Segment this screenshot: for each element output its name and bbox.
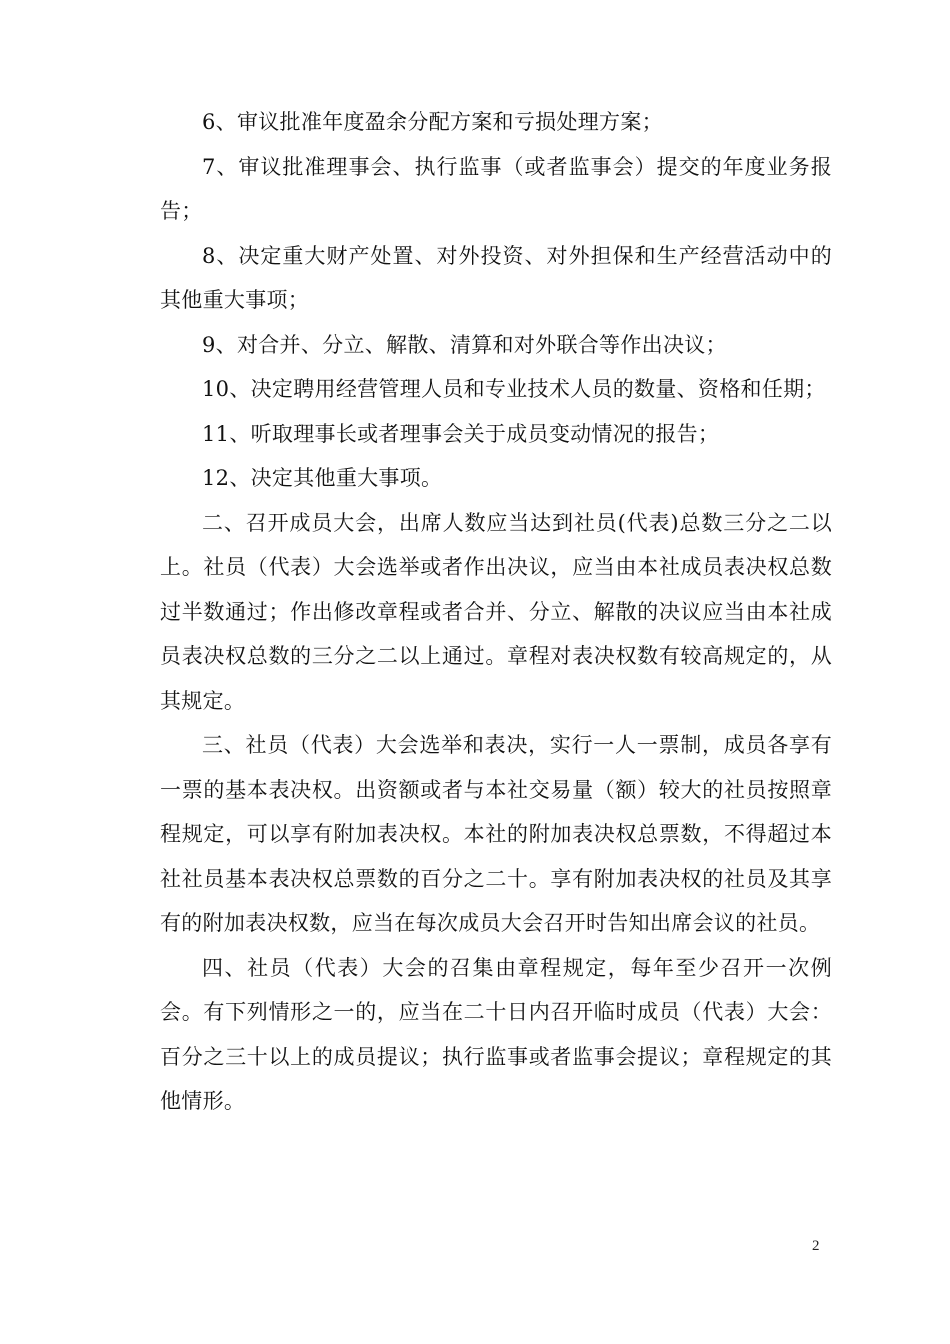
paragraph-item-7: 7、审议批准理事会、执行监事（或者监事会）提交的年度业务报告；: [160, 154, 832, 223]
document-body: [160, 100, 832, 1124]
paragraph-item-8: 8、决定重大财产处置、对外投资、对外担保和生产经营活动中的其他重大事项；: [160, 243, 832, 312]
paragraph-item-9: 9、对合并、分立、解散、清算和对外联合等作出决议；: [202, 332, 727, 357]
paragraph-item-10: 10、决定聘用经营管理人员和专业技术人员的数量、资格和任期；: [202, 377, 826, 401]
paragraph-item-12: 12、决定其他重大事项。: [202, 466, 443, 490]
paragraph-section-2: 二、召开成员大会，出席人数应当达到社员(代表)总数三分之二以上。社员（代表）大会选举或者作出决议，应当由本社成员表决权总数过半数通过；作出修改章程或者合并、分立、解散的决议应当由本社成员表决权总数的三分之二以上通过。章程对表决权数有较高规定的，从其规定。: [160, 510, 832, 713]
page-number: 2: [812, 1238, 820, 1254]
paragraph-item-6: 6、审议批准年度盈余分配方案和亏损处理方案；: [202, 110, 663, 134]
paragraph-item-11: 11、听取理事长或者理事会关于成员变动情况的报告；: [202, 421, 720, 446]
paragraph-section-3: 三、社员（代表）大会选举和表决，实行一人一票制，成员各享有一票的基本表决权。出资额或者与本社交易量（额）较大的社员按照章程规定，可以享有附加表决权。本社的附加表决权总票数，不得超过本社社员基本表决权总票数的百分之二十。享有附加表决权的社员及其享有的附加表决权数，应当在每次成员大会召开时告知出席会议的社员。: [160, 733, 832, 935]
paragraph-section-4: 四、社员（代表）大会的召集由章程规定，每年至少召开一次例会。有下列情形之一的，应当在二十日内召开临时成员（代表）大会：百分之三十以上的成员提议；执行监事或者监事会提议；章程规定的其他情形。: [160, 955, 832, 1113]
